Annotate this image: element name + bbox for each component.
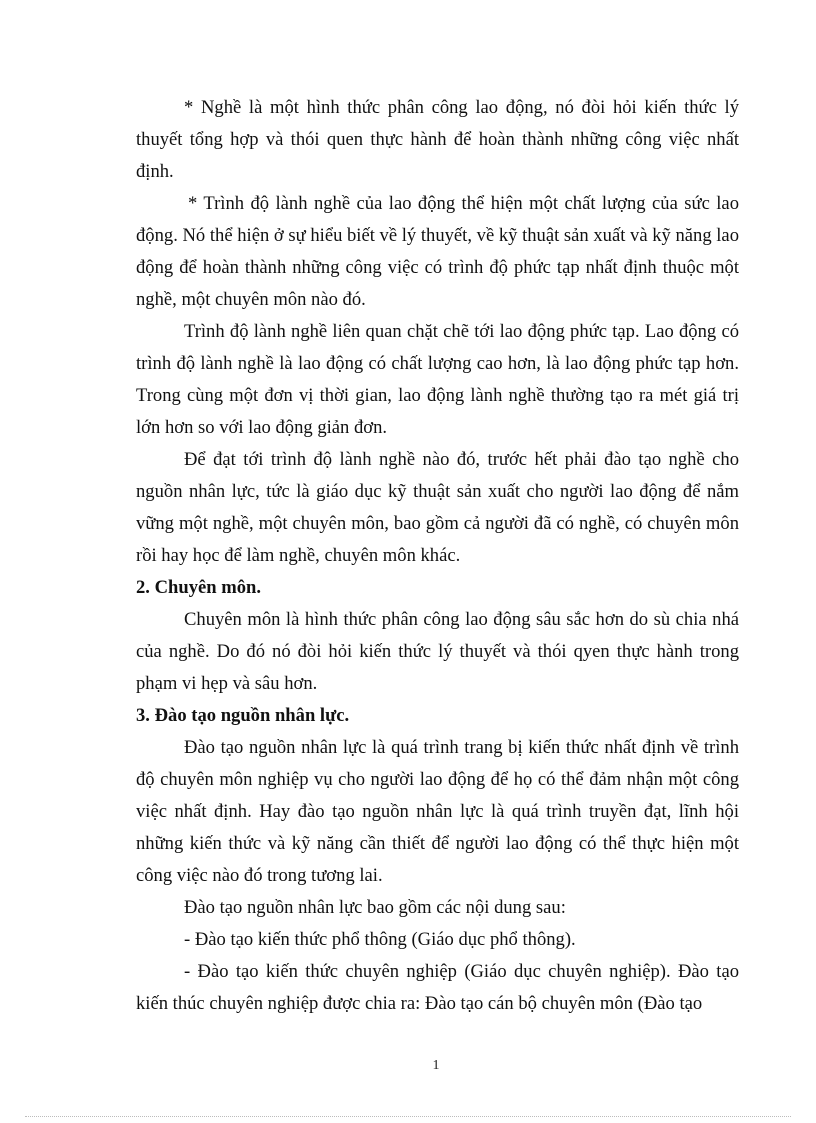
- document-page: [136, 92, 739, 1020]
- list-item-pho-thong: - Đào tạo kiến thức phổ thông (Giáo dục phổ thông).: [184, 929, 576, 950]
- paragraph-dao-tao-contents: Đào tạo nguồn nhân lực bao gồm các nội dung sau:: [184, 897, 566, 918]
- paragraph-lao-dong-phuc-tap: Trình độ lành nghề liên quan chặt chẽ tới lao động phức tạp. Lao động có trình độ lành nghề là lao động có chất lượng cao hơn, là lao động phức tạp hơn. Trong cùng một đơn vị thời gian, lao động lành nghề thường tạo ra mét giá trị lớn hơn so với lao động giản đơn.: [136, 321, 739, 438]
- section-heading-chuyen-mon: 2. Chuyên môn.: [136, 577, 262, 598]
- section-heading-dao-tao: 3. Đào tạo nguồn nhân lực.: [136, 705, 350, 726]
- paragraph-chuyen-mon: Chuyên môn là hình thức phân công lao động sâu sắc hơn do sù chia nhá của nghề. Do đó nó đòi hỏi kiến thức lý thuyết và thói qyen thực hành trong phạm vi hẹp và sâu hơn.: [136, 609, 739, 694]
- list-item-chuyen-nghiep: - Đào tạo kiến thức chuyên nghiệp (Giáo dục chuyên nghiệp). Đào tạo kiến thúc chuyên nghiệp được chia ra: Đào tạo cán bộ chuyên môn (Đào tạo: [136, 961, 739, 1014]
- page-bottom-divider: [25, 1116, 791, 1117]
- paragraph-nghe: * Nghề là một hình thức phân công lao động, nó đòi hỏi kiến thức lý thuyết tổng hợp và thói quen thực hành để hoàn thành những công việc nhất định.: [136, 97, 739, 182]
- paragraph-dao-tao-definition: Đào tạo nguồn nhân lực là quá trình trang bị kiến thức nhất định về trình độ chuyên môn nghiệp vụ cho người lao động để họ có thể đảm nhận một công việc nhất định. Hay đào tạo nguồn nhân lực là quá trình truyền đạt, lĩnh hội những kiến thức và kỹ năng cần thiết để người lao động có thể thực hiện một công việc nào đó trong tương lai.: [136, 737, 739, 886]
- page-number: 1: [432, 1058, 440, 1073]
- paragraph-dao-tao-nghe: Để đạt tới trình độ lành nghề nào đó, trước hết phải đào tạo nghề cho nguồn nhân lực, tức là giáo dục kỹ thuật sản xuất cho người lao động để nắm vững một nghề, một chuyên môn, bao gồm cả người đã có nghề, có chuyên môn rồi hay học để làm nghề, chuyên môn khác.: [136, 449, 739, 566]
- paragraph-trinh-do-lanh-nghe: * Trình độ lành nghề của lao động thể hiện một chất lượng của sức lao động. Nó thể hiện ở sự hiểu biết về lý thuyết, về kỹ thuật sản xuất và kỹ năng lao động để hoàn thành những công việc có trình độ phức tạp nhất định thuộc một nghề, một chuyên môn nào đó.: [136, 193, 739, 310]
